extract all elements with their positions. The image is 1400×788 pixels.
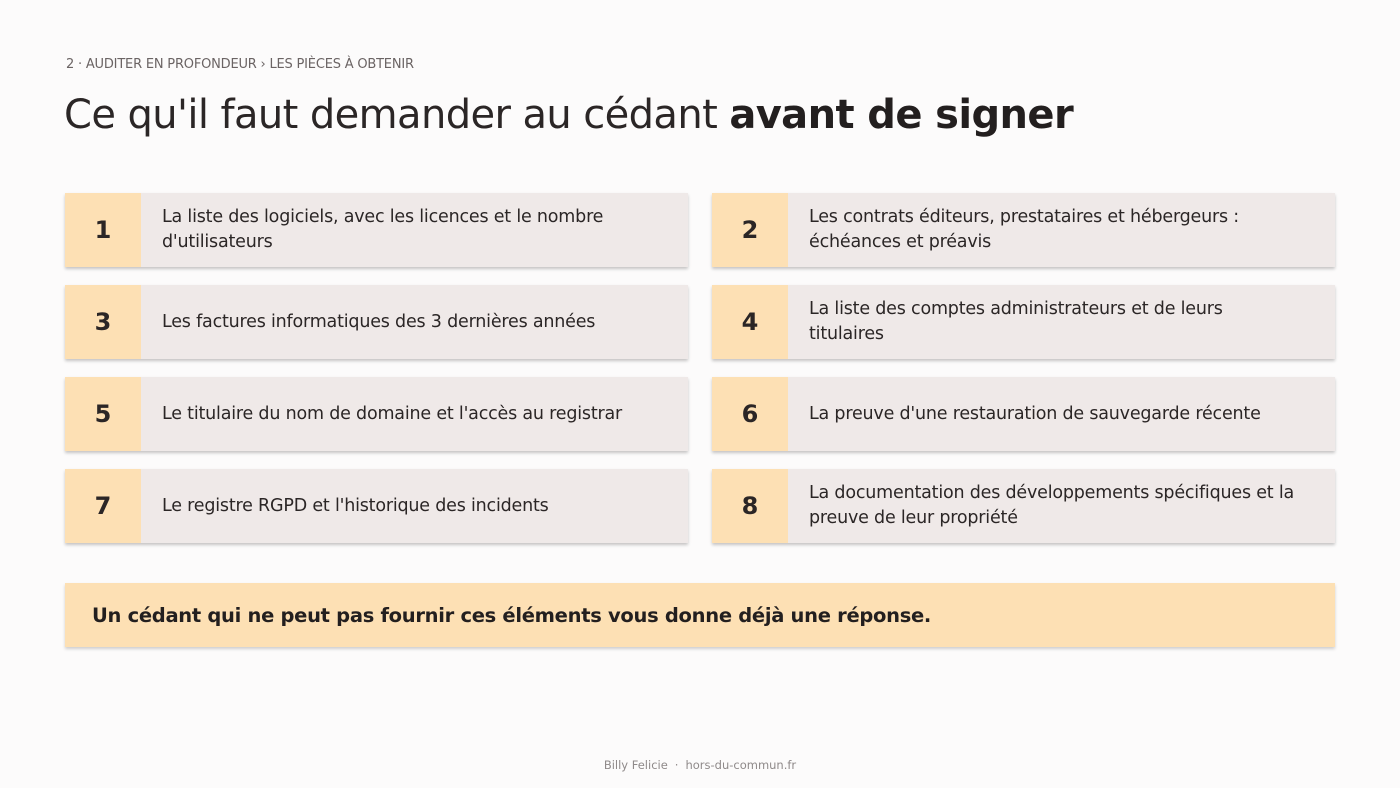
item-number: 3: [65, 285, 141, 359]
item-text: La preuve d'une restauration de sauvegarde récente: [809, 403, 1261, 424]
item-text: La documentation des développements spécifiques et la preuve de leur propriété: [809, 483, 1295, 528]
list-item: [65, 285, 688, 359]
title-bold: avant de signer: [729, 92, 1074, 138]
item-number: 1: [65, 193, 141, 267]
list-item: [712, 377, 1335, 451]
list-item: [65, 469, 688, 543]
item-text: Le titulaire du nom de domaine et l'accès au registrar: [162, 403, 623, 424]
page-title: [64, 89, 1073, 141]
title-normal: Ce qu'il faut demander au cédant: [64, 92, 730, 138]
list-item: [712, 469, 1335, 543]
item-text: Les factures informatiques des 3 dernières années: [162, 311, 596, 332]
items-grid: [65, 193, 1335, 543]
item-number: 8: [712, 469, 788, 543]
item-text: Le registre RGPD et l'historique des incidents: [162, 495, 549, 516]
item-number: 6: [712, 377, 788, 451]
item-number: 7: [65, 469, 141, 543]
list-item: [712, 285, 1335, 359]
item-text: Les contrats éditeurs, prestataires et hébergeurs : échéances et préavis: [809, 207, 1239, 252]
item-text: La liste des logiciels, avec les licences et le nombre d'utilisateurs: [162, 207, 604, 252]
footer-separator: ·: [674, 758, 679, 772]
item-number: 4: [712, 285, 788, 359]
footer-author: Billy Felicie: [603, 758, 668, 772]
callout-box: Un cédant qui ne peut pas fournir ces éléments vous donne déjà une réponse.: [65, 583, 1335, 647]
item-text: La liste des comptes administrateurs et de leurs titulaires: [809, 299, 1223, 344]
footer-site: hors-du-commun.fr: [685, 758, 797, 772]
list-item: [65, 377, 688, 451]
list-item: [65, 193, 688, 267]
footer: [0, 758, 1400, 772]
item-number: 5: [65, 377, 141, 451]
list-item: [712, 193, 1335, 267]
item-number: 2: [712, 193, 788, 267]
breadcrumb: 2 · AUDITER EN PROFONDEUR › LES PIÈCES À OBTENIR: [66, 57, 414, 72]
